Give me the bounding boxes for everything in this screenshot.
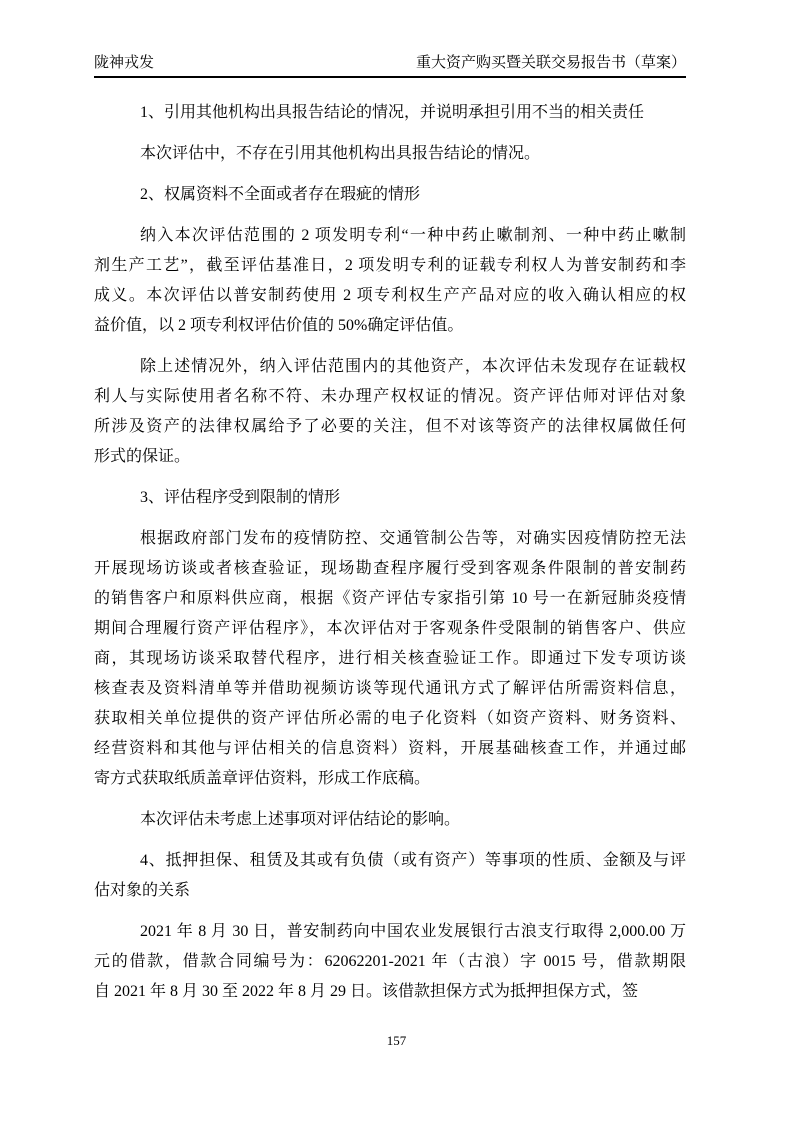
- paragraph: [94, 917, 686, 1007]
- section-heading: [94, 98, 686, 128]
- text-line: 本次评估未考虑上述事项对评估结论的影响。: [140, 811, 461, 828]
- paragraph: [94, 352, 686, 472]
- text-line: 益价值，以 2 项专利权评估价值的 50%确定评估值。: [94, 317, 464, 334]
- text-line: 自 2021 年 8 月 30 至 2022 年 8 月 29 日。该借款担保方式为抵押担保方式，签: [94, 983, 639, 1000]
- text-line: 经营资料和其他与评估相关的信息资料）资料，开展基础核查工作，并通过邮: [94, 740, 686, 757]
- page-number: 157: [386, 1033, 407, 1048]
- page-header: [94, 52, 686, 78]
- section-heading: [94, 846, 686, 906]
- paragraph: [94, 805, 686, 835]
- text-line: 所涉及资产的法律权属给予了必要的关注，但不对该等资产的法律权属做任何: [94, 418, 686, 435]
- text-line: 纳入本次评估范围的 2 项发明专利“一种中药止嗽制剂、一种中药止嗽制: [140, 227, 686, 244]
- text-line: 2021 年 8 月 30 日，普安制药向中国农业发展银行古浪支行取得 2,000.00 万: [140, 923, 686, 940]
- text-line: 开展现场访谈或者核查验证，现场勘查程序履行受到客观条件限制的普安制药: [94, 560, 686, 577]
- text-line: 估对象的关系: [94, 882, 191, 899]
- text-line: 元的借款，借款合同编号为：62062201-2021 年（古浪）字 0015 号，借款期限: [94, 953, 686, 970]
- page-footer: [0, 1031, 793, 1051]
- text-line: 期间合理履行资产评估程序》，本次评估对于客观条件受限制的销售客户、供应: [94, 620, 686, 637]
- text-line: 4、抵押担保、租赁及其或有负债（或有资产）等事项的性质、金额及与评: [140, 852, 686, 869]
- text-line: 本次评估中，不存在引用其他机构出具报告结论的情况。: [140, 145, 541, 162]
- paragraph: [94, 221, 686, 341]
- text-line: 核查表及资料清单等并借助视频访谈等现代通讯方式了解评估所需资料信息，: [94, 680, 686, 697]
- section-heading: [94, 180, 686, 210]
- header-rule: [94, 52, 686, 78]
- text-line: 获取相关单位提供的资产评估所必需的电子化资料（如资产资料、财务资料、: [94, 710, 686, 727]
- text-line: 1、引用其他机构出具报告结论的情况，并说明承担引用不当的相关责任: [140, 104, 645, 121]
- text-line: 3、评估程序受到限制的情形: [140, 489, 341, 506]
- paragraph: [94, 139, 686, 169]
- paragraph: [94, 524, 686, 794]
- text-line: 的销售客户和原料供应商，根据《资产评估专家指引第 10 号一在新冠肺炎疫情: [94, 590, 686, 607]
- text-line: 剂生产工艺”，截至评估基准日，2 项发明专利的证载专利权人为普安制药和李: [94, 257, 686, 274]
- document-body: [94, 98, 686, 1007]
- text-line: 商，其现场访谈采取替代程序，进行相关核查验证工作。即通过下发专项访谈: [94, 650, 686, 667]
- header-company-name: 陇神戎发: [94, 55, 155, 71]
- header-document-title: 重大资产购买暨关联交易报告书（草案）: [415, 55, 686, 71]
- text-line: 根据政府部门发布的疫情防控、交通管制公告等，对确实因疫情防控无法: [140, 530, 686, 547]
- text-line: 利人与实际使用者名称不符、未办理产权权证的情况。资产评估师对评估对象: [94, 388, 686, 405]
- text-line: 除上述情况外，纳入评估范围内的其他资产，本次评估未发现存在证载权: [140, 358, 686, 375]
- text-line: 寄方式获取纸质盖章评估资料，形成工作底稿。: [94, 770, 431, 787]
- section-heading: [94, 483, 686, 513]
- text-line: 成义。本次评估以普安制药使用 2 项专利权生产产品对应的收入确认相应的权: [94, 287, 686, 304]
- text-line: 形式的保证。: [94, 448, 191, 465]
- text-line: 2、权属资料不全面或者存在瑕疵的情形: [140, 186, 421, 203]
